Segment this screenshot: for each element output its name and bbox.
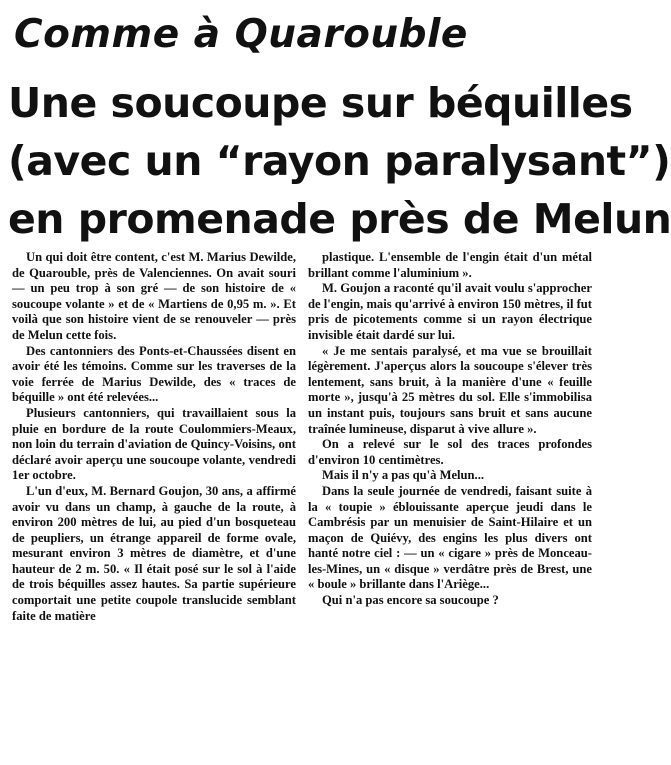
paragraph: Qui n'a pas encore sa soucoupe ? [322, 593, 499, 608]
paragraph: On a relevé sur le sol des traces profondes d'environ 10 centimètres. [308, 437, 592, 467]
paragraph: L'un d'eux, M. Bernard Goujon, 30 ans, a affirmé avoir vu dans un champ, à gauche de la route, à environ 200 mètres de lui, au pied d'un bosqueteau de peupliers, un étrange appareil de forme ovale, mesurant environ 3 mètres de diamètre, et d'une hauteur de 2 m. 50. « Il était posé sur le sol à l'aide de trois béquilles assez hautes. Sa partie supérieure comportait une petite coupole translucide semblant faite de matière [12, 483, 296, 623]
article-body [12, 250, 592, 760]
headline-line: (avec un “rayon paralysant”) [8, 137, 671, 185]
paragraph: Plusieurs cantonniers, qui travaillaient sous la pluie en bordure de la route Coulommiers-Meaux, non loin du terrain d'aviation de Quincy-Voisins, ont déclaré avoir aperçu une soucoupe volante, vendredi 1er octobre. [12, 405, 296, 483]
column-left [12, 250, 296, 760]
article-headline [8, 74, 671, 248]
headline-line: en promenade près de Melun [8, 195, 671, 243]
paragraph: M. Goujon a raconté qu'il avait voulu s'approcher de l'engin, mais qu'arrivé à environ 150 mètres, il fut pris de picotements comme si un rayon électrique invisible était dardé sur lui. [308, 281, 592, 342]
paragraph: Mais il n'y a pas qu'à Melun... [322, 468, 485, 483]
paragraph: « Je me sentais paralysé, et ma vue se brouillait légèrement. J'aperçus alors la soucoupe s'élever très lentement, sans bruit, à la manière d'une « feuille morte », jusqu'à 25 mètres du sol. Elle s'immobilisa un instant puis, toujours sans bruit et sans aucune traînée lumineuse, disparut à vive allure ». [308, 343, 592, 436]
paragraph: Dans la seule journée de vendredi, faisant suite à la « toupie » éblouissante aperçue jeudi dans le Cambrésis par un menuisier de Saint-Hilaire et un maçon de Quiévy, des engins les plus divers ont hanté notre ciel : — un « cigare » près de Monceau-les-Mines, un « disque » verdâtre près de Brest, une « boule » brillante dans l'Ariège... [308, 483, 592, 592]
headline-line: Une soucoupe sur béquilles [8, 79, 633, 127]
paragraph: Un qui doit être content, c'est M. Marius Dewilde, de Quarouble, près de Valenciennes. On avait souri — un peu trop à son gré — de son histoire de « soucoupe volante » et de « Martiens de 0,95 m. ». Et voilà que son histoire vient de se renouveler — près de Melun cette fois. [12, 250, 296, 342]
article-kicker: Comme à Quarouble [14, 12, 468, 57]
paragraph: plastique. L'ensemble de l'engin était d'un métal brillant comme l'aluminium ». [308, 250, 592, 280]
paragraph: Des cantonniers des Ponts-et-Chaussées disent en avoir été les témoins. Comme sur les traverses de la voie ferrée de Marius Dewilde, des « traces de béquille » ont été relevées... [12, 343, 296, 405]
column-right [308, 250, 592, 760]
